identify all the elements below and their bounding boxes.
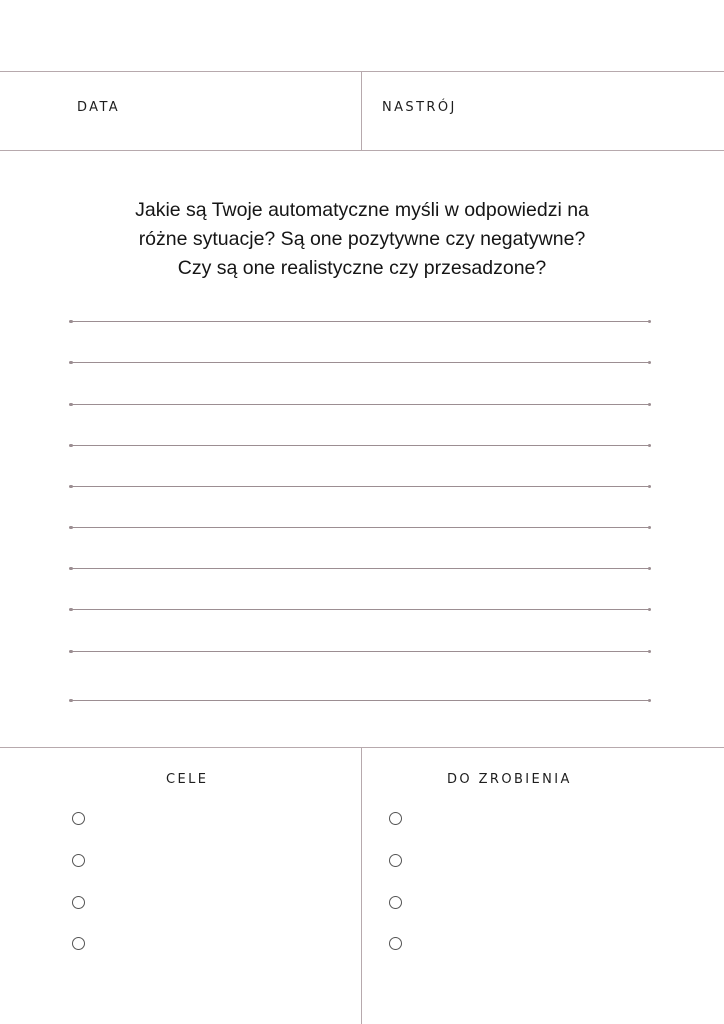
prompt-line: Jakie są Twoje automatyczne myśli w odpowiedzi na [135, 199, 589, 221]
writing-line[interactable] [70, 404, 650, 405]
header-column-divider [361, 71, 362, 151]
writing-line[interactable] [70, 700, 650, 701]
todo-checkbox[interactable] [389, 854, 402, 867]
footer-top-divider [0, 747, 724, 748]
writing-line[interactable] [70, 609, 650, 610]
footer-column-divider [361, 747, 362, 1024]
goal-checkbox[interactable] [72, 812, 85, 825]
goal-checkbox[interactable] [72, 854, 85, 867]
todo-title: DO ZROBIENIA [447, 772, 572, 787]
writing-line[interactable] [70, 362, 650, 363]
todo-checkbox[interactable] [389, 937, 402, 950]
todo-checkbox[interactable] [389, 812, 402, 825]
writing-line[interactable] [70, 321, 650, 322]
header-top-divider [0, 71, 724, 72]
prompt-line: Czy są one realistyczne czy przesadzone? [177, 257, 547, 279]
writing-line[interactable] [70, 527, 650, 528]
goal-checkbox[interactable] [72, 937, 85, 950]
writing-line[interactable] [70, 486, 650, 487]
prompt-line: różne sytuacje? Są one pozytywne czy negatywne? [138, 228, 586, 250]
writing-line[interactable] [70, 568, 650, 569]
date-label: DATA [77, 100, 121, 115]
mood-label: NASTRÓJ [382, 100, 457, 115]
writing-line[interactable] [70, 651, 650, 652]
journal-prompt [60, 196, 664, 283]
goal-checkbox[interactable] [72, 896, 85, 909]
writing-line[interactable] [70, 445, 650, 446]
header-bottom-divider [0, 150, 724, 151]
todo-checkbox[interactable] [389, 896, 402, 909]
goals-title: CELE [166, 772, 209, 787]
